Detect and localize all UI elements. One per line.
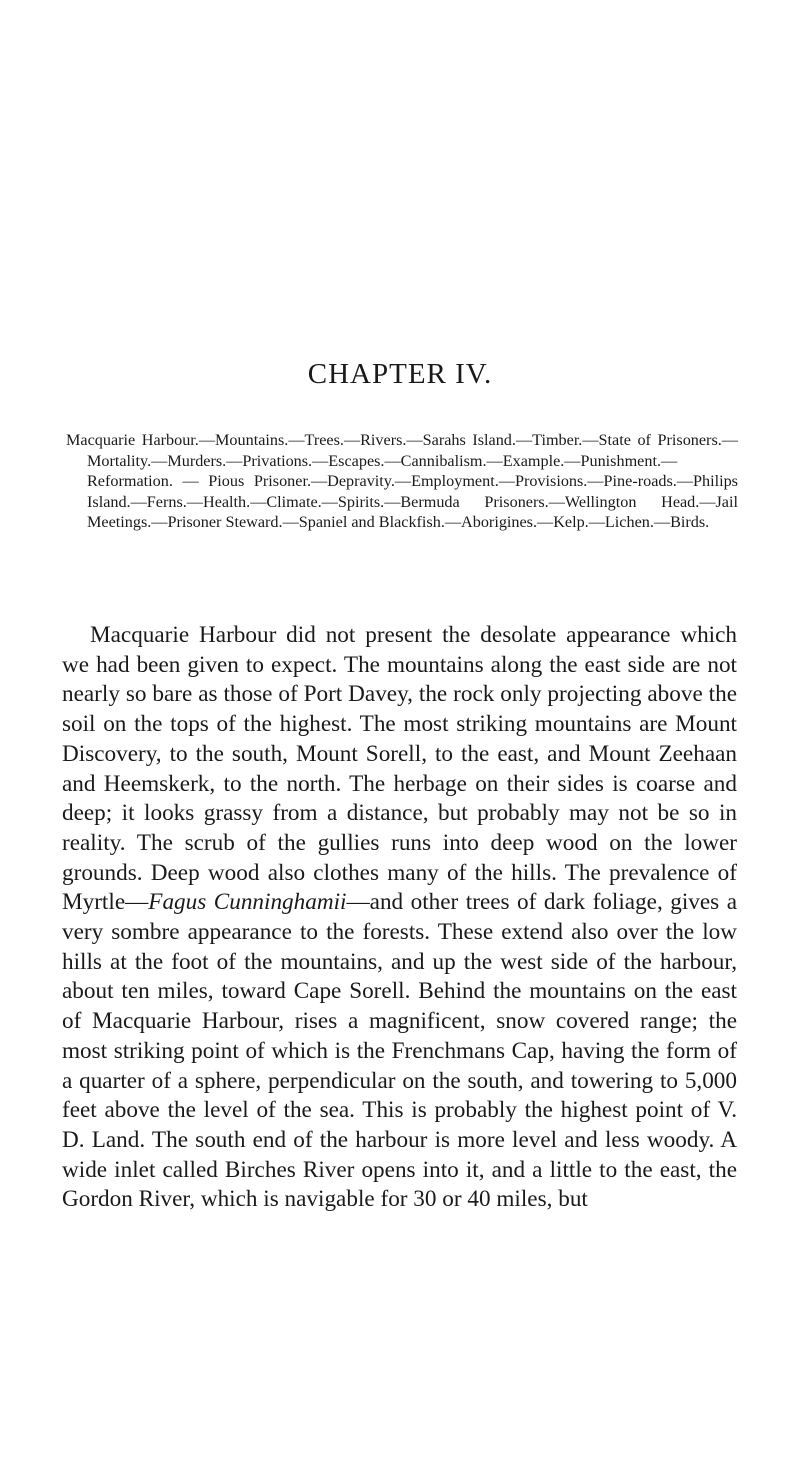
body-text-italic-species: Fagus Cunninghamii xyxy=(148,889,347,916)
body-text-part-2: —and other trees of dark foliage, gives a very sombre appearance to the forests. These extend also over the low hills at the foot of the mountains, and up the west side of the harbour, about ten miles, toward Cape Sorell. Behind the mountains on the east of Macquarie Harbour, rises a magnificent, snow covered range; the most striking point of which is the Frenchmans Cap, having the form of a quarter of a sphere, perpendicular on the south, and towering to 5,000 feet above the level of the sea. This is probably the highest point of V. D. Land. The south end of the harbour is more level and less woody. A wide inlet called Birches River opens into it, and a little to the east, the Gordon River, which is navigable for 30 or 40 miles, but xyxy=(62,889,737,1213)
chapter-title: CHAPTER IV. xyxy=(307,358,493,390)
body-text-part-1: Macquarie Harbour did not present the desolate appearance which we had been given to expect. The mountains along the east side are not nearly so bare as those of Port Davey, the rock only projecting above the soil on the tops of the highest. The most striking mountains are Mount Discovery, to the south, Mount Sorell, to the east, and Mount Zeehaan and Heemskerk, to the north. The herbage on their sides is coarse and deep; it looks grassy from a distance, but probably may not be so in reality. The scrub of the gullies runs into deep wood on the lower grounds. Deep wood also clothes many of the hills. The prevalence of Myrtle— xyxy=(62,622,737,916)
body-paragraph xyxy=(62,621,737,1215)
chapter-synopsis: Macquarie Harbour.—Mountains.—Trees.—Rivers.—Sarahs Island.—Timber.—State of Prisoners.—Mortality.—Murders.—Privations.—Escapes.—Cannibalism.—Example.—Punishment.—Reformation. — Pious Prisoner.—Depravity.—Employment.—Provisions.—Pine-roads.—Philips Island.—Ferns.—Health.—Climate.—Spirits.—Bermuda Prisoners.—Wellington Head.—Jail Meetings.—Prisoner Steward.—Spaniel and Blackfish.—Aborigines.—Kelp.—Lichen.—Birds. xyxy=(66,431,738,532)
